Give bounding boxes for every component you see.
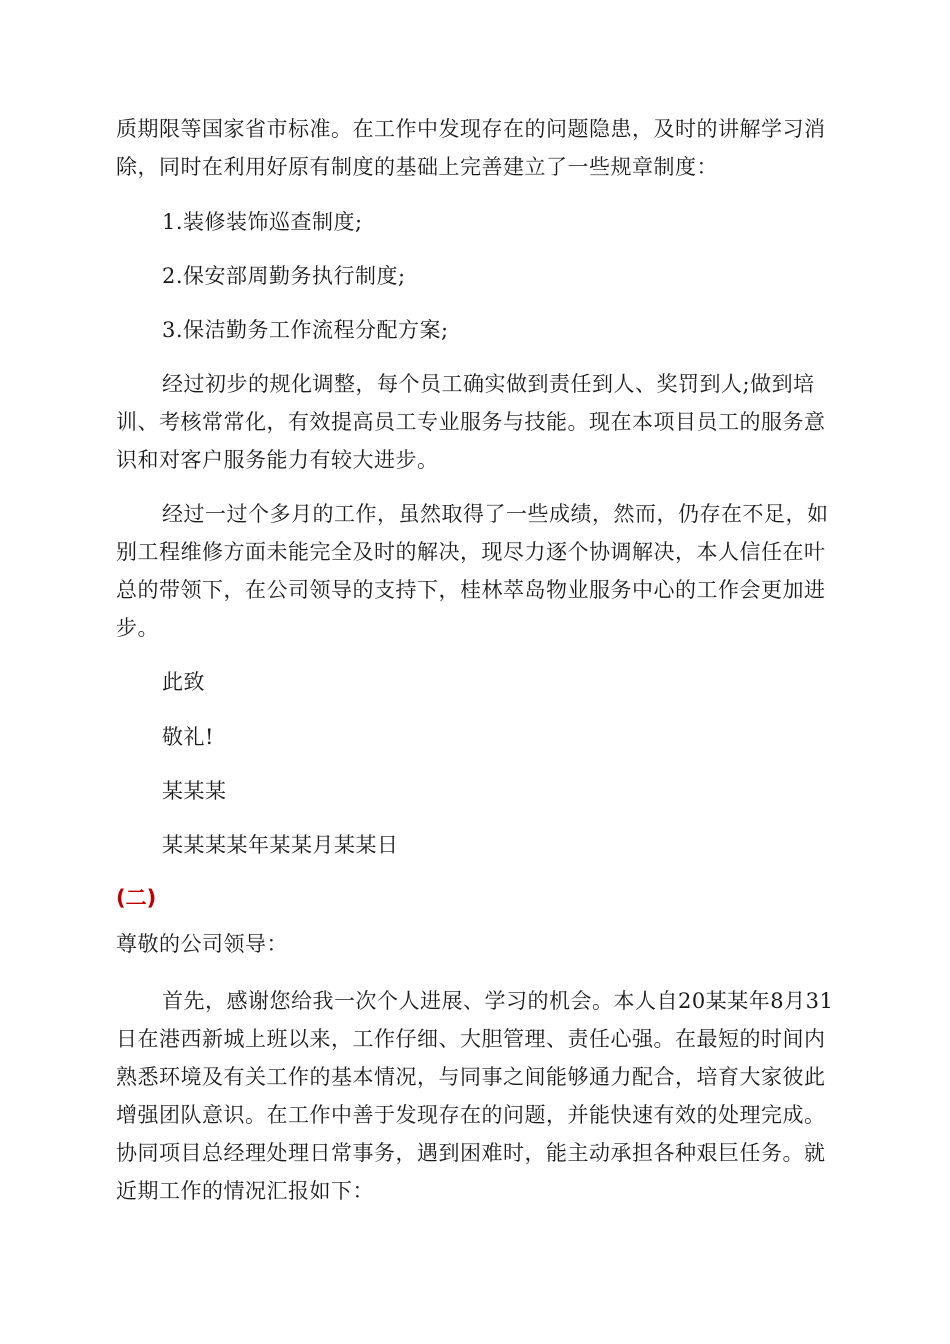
section-two-paragraph: 首先，感谢您给我一次个人进展、学习的机会。本人自20某某年8月31日在港西新城上班以来，工作仔细、大胆管理、责任心强。在最短的时间内熟悉环境及有关工作的基本情况，与同事之间能够通力配合，培育大家彼此增强团队意识。在工作中善于发现存在的问题，并能快速有效的处理完成。协同项目总经理处理日常事务，遇到困难时，能主动承担各种艰巨任务。就近期工作的情况汇报如下： xyxy=(116,989,834,1203)
rule-item-2: 2.保安部周勤务执行制度; xyxy=(162,264,406,288)
signature-date: 某某某某年某某月某某日 xyxy=(162,833,399,857)
intro-paragraph: 质期限等国家省市标准。在工作中发现存在的问题隐患，及时的讲解学习消除，同时在利用好原有制度的基础上完善建立了一些规章制度： xyxy=(116,117,826,179)
adjustment-paragraph: 经过初步的规化调整，每个员工确实做到责任到人、奖罚到人;做到培训、考核常常化，有效提高员工专业服务与技能。现在本项目员工的服务意识和对客户服务能力有较大进步。 xyxy=(116,372,826,472)
conclusion-paragraph: 经过一过个多月的工作，虽然取得了一些成绩，然而，仍存在不足，如别工程维修方面未能完全及时的解决，现尽力逐个协调解决，本人信任在叶总的带领下，在公司领导的支持下，桂林萃岛物业服务中心的工作会更加进步。 xyxy=(116,502,829,640)
signature-name: 某某某 xyxy=(162,779,227,803)
rule-item-1: 1.装修装饰巡查制度; xyxy=(162,210,363,234)
salutation-text: 尊敬的公司领导： xyxy=(116,932,288,956)
regards-text: 敬礼! xyxy=(162,725,214,749)
closing-text: 此致 xyxy=(162,670,205,694)
rule-item-3: 3.保洁勤务工作流程分配方案; xyxy=(162,318,449,342)
section-two-heading: (二) xyxy=(116,886,157,910)
